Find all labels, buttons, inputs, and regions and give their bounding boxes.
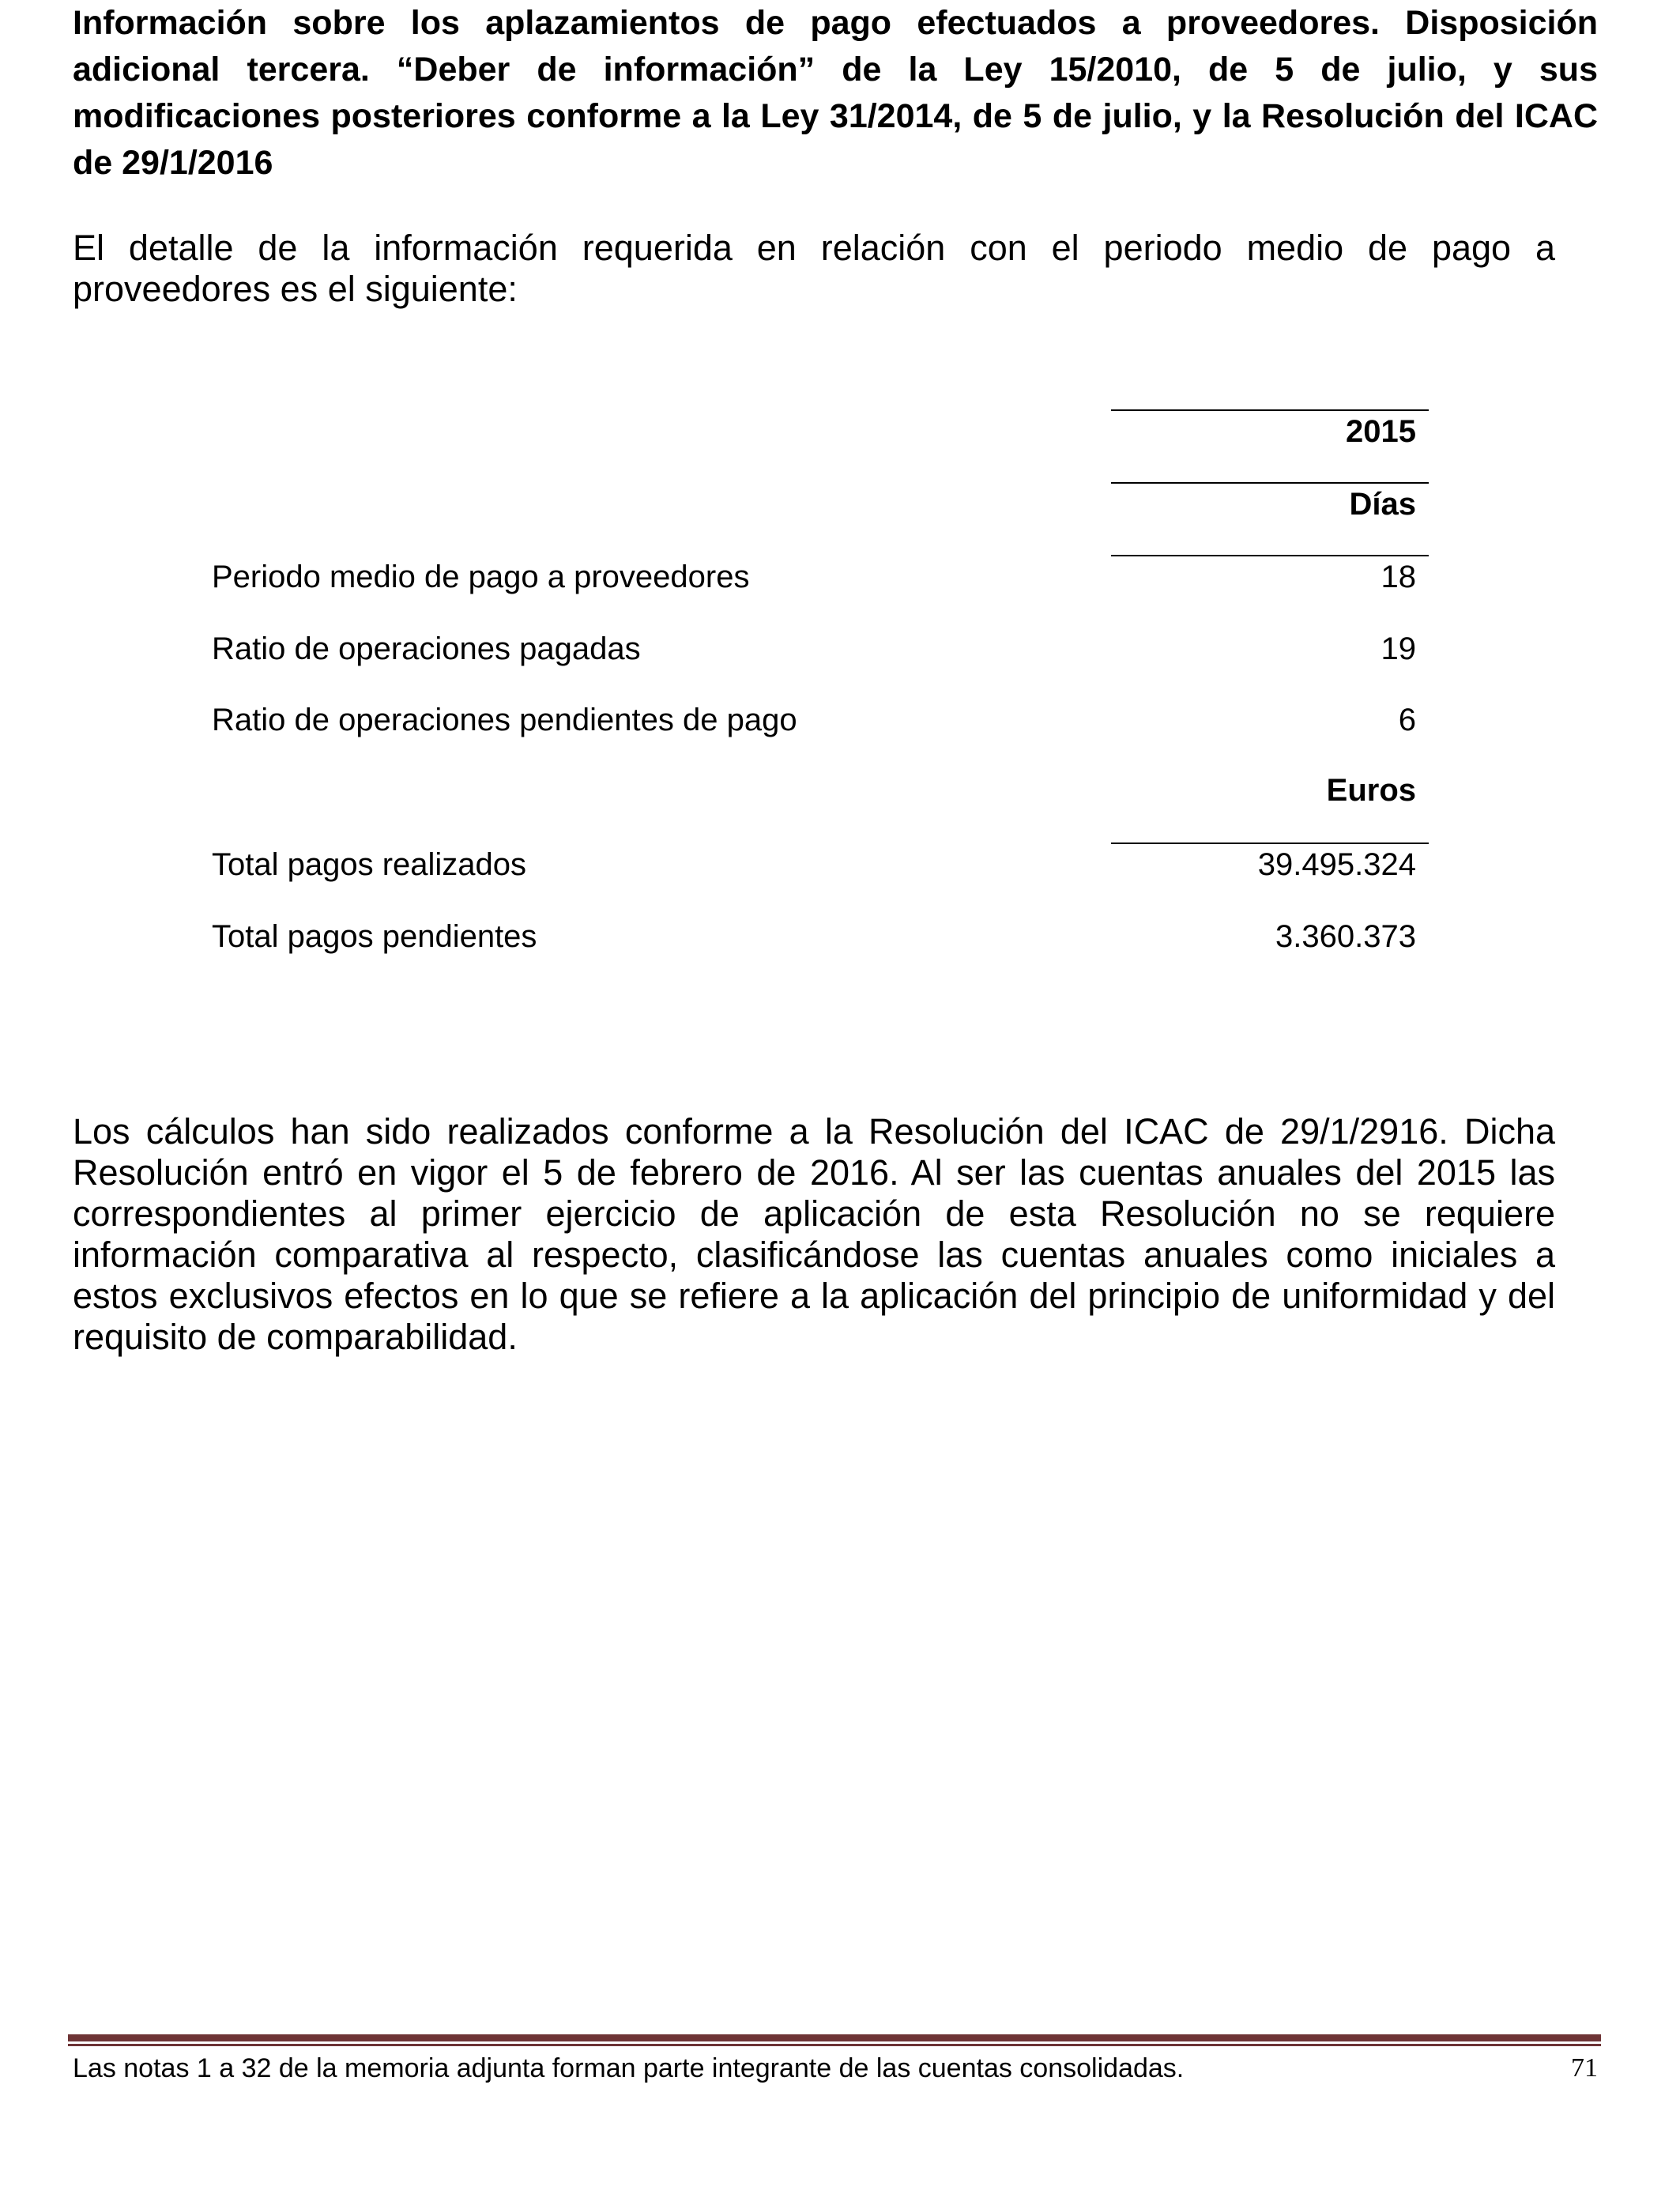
column-header-year: 2015 — [1346, 414, 1416, 449]
row-value-operaciones-pagadas: 19 — [1381, 631, 1416, 666]
row-label-operaciones-pendientes: Ratio de operaciones pendientes de pago — [212, 703, 797, 737]
footer-note: Las notas 1 a 32 de la memoria adjunta forman parte integrante de las cuentas consolidadas. — [73, 2053, 1185, 2083]
row-label-pagos-pendientes: Total pagos pendientes — [212, 919, 537, 954]
table-rule-euros — [1111, 843, 1429, 844]
row-label-pagos-realizados: Total pagos realizados — [212, 847, 527, 882]
row-value-periodo-medio: 18 — [1381, 560, 1416, 594]
table-rule-days — [1111, 555, 1429, 556]
unit-label-euros: Euros — [1326, 773, 1416, 808]
unit-label-days: Días — [1349, 487, 1416, 522]
closing-paragraph: Los cálculos han sido realizados conforme a la Resolución del ICAC de 29/1/2916. Dicha Resolución entró en vigor el 5 de febrero de 2016. Al ser las cuentas anuales del 2015 las correspondientes al primer ejercicio de aplicación de esta Resolución no se requiere información comparativa al respecto, clasificándose las cuentas anuales como iniciales a estos exclusivos efectos en lo que se refiere a la aplicación del principio de uniformidad y del requisito de comparabilidad. — [73, 1111, 1555, 1357]
payment-period-table — [212, 409, 1429, 963]
intro-paragraph: El detalle de la información requerida en relación con el periodo medio de pago a proveedores es el siguiente: — [73, 228, 1555, 309]
row-value-pagos-pendientes: 3.360.373 — [1275, 919, 1416, 954]
table-rule-year — [1111, 482, 1429, 484]
table-rule-top — [1111, 409, 1429, 411]
row-label-periodo-medio: Periodo medio de pago a proveedores — [212, 560, 750, 594]
row-label-operaciones-pagadas: Ratio de operaciones pagadas — [212, 631, 641, 666]
row-value-operaciones-pendientes: 6 — [1398, 703, 1416, 737]
footer-rule — [68, 2034, 1601, 2046]
row-value-pagos-realizados: 39.495.324 — [1257, 847, 1416, 882]
page-number: 71 — [1571, 2053, 1598, 2083]
section-heading: Información sobre los aplazamientos de pago efectuados a proveedores. Disposición adicional tercera. “Deber de información” de la Ley 15/2010, de 5 de julio, y sus modificaciones posteriores conforme a la Ley 31/2014, de 5 de julio, y la Resolución del ICAC de 29/1/2016 — [73, 4, 1598, 182]
